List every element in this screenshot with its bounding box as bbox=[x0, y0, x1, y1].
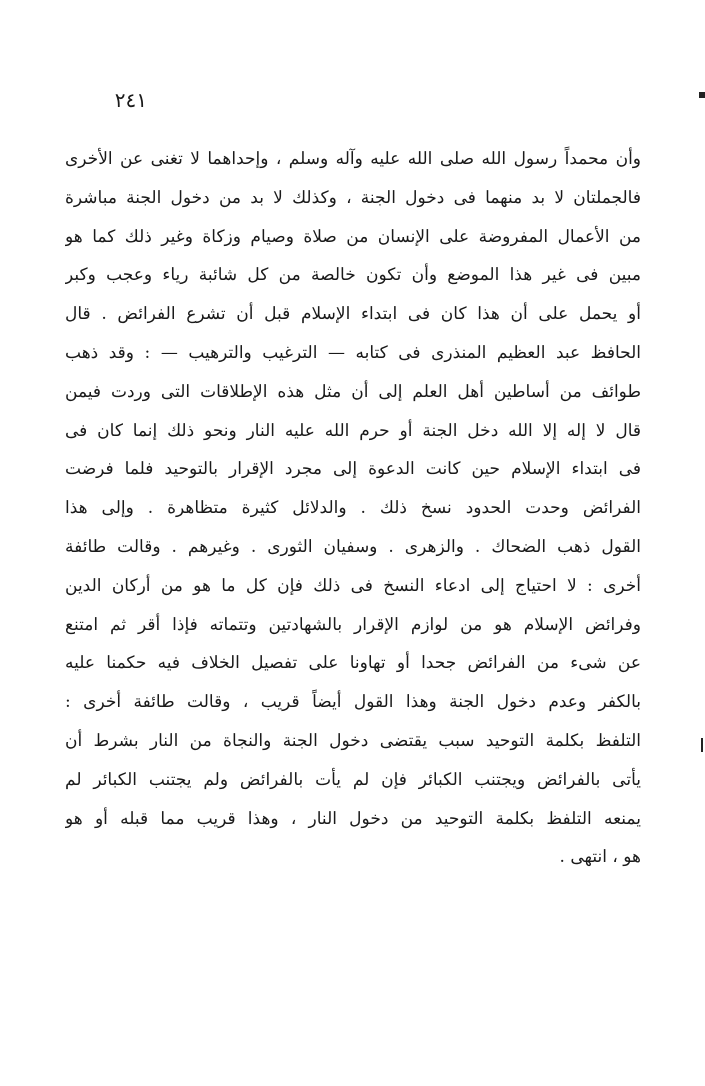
text-line: قال لا إله إلا الله دخل الجنة أو حرم الله عليه النار ونحو ذلك إنما كان فى bbox=[65, 420, 641, 441]
text-line: الفرائض وحدت الحدود نسخ ذلك . والدلائل كثيرة متظاهرة . وإلى هذا bbox=[65, 498, 641, 519]
text-line: عن شىء من الفرائض جحدا أو تهاونا على تفصيل الخلاف فيه حكمنا عليه bbox=[65, 653, 641, 674]
text-line: مبين فى غير هذا الموضع وأن تكون خالصة من كل شائبة رياء وعجب وكبر bbox=[65, 265, 641, 286]
text-line: فالجملتان لا بد منهما فى دخول الجنة ، وكذلك لا بد من دخول الجنة مباشرة bbox=[65, 187, 641, 208]
text-line: من الأعمال المفروضة على الإنسان من صلاة وصيام وزكاة وغير ذلك كما هو bbox=[65, 226, 641, 247]
text-line: وفرائض الإسلام هو من لوازم الإقرار بالشهادتين وتتماته فإذا أقر ثم امتنع bbox=[65, 614, 641, 635]
text-line: فى ابتداء الإسلام حين كانت الدعوة إلى مجرد الإقرار بالتوحيد فلما فرضت bbox=[65, 459, 641, 480]
text-line: وأن محمداً رسول الله صلى الله عليه وآله وسلم ، وإحداهما لا تغنى عن الأخرى bbox=[65, 149, 641, 169]
page-number: ٢٤١ bbox=[114, 88, 147, 112]
text-line: يمنعه التلفظ بكلمة التوحيد من دخول النار ، وهذا قريب مما قبله أو هو bbox=[65, 808, 641, 829]
text-line: طوائف من أساطين أهل العلم إلى أن مثل هذه الإطلاقات التى وردت فيمن bbox=[65, 381, 641, 402]
text-line: هو ، انتهى . bbox=[559, 847, 641, 868]
text-line: أخرى : لا احتياج إلى ادعاء النسخ فى ذلك فإن كل ما هو من أركان الدين bbox=[65, 575, 641, 596]
scan-edge-mark-bottom bbox=[701, 738, 703, 752]
text-line: أو يحمل على أن هذا كان فى ابتداء الإسلام قبل أن تشرع الفرائض . قال bbox=[65, 304, 641, 325]
text-line: الحافظ عبد العظيم المنذرى فى كتابه — الترغيب والترهيب — : وقد ذهب bbox=[65, 342, 641, 363]
text-line: القول ذهب الضحاك . والزهرى . وسفيان الثورى . وغيرهم . وقالت طائفة bbox=[65, 536, 641, 557]
body-text bbox=[65, 140, 641, 877]
text-line: التلفظ بكلمة التوحيد سبب يقتضى دخول الجنة والنجاة من النار بشرط أن bbox=[65, 730, 641, 751]
text-line: يأتى بالفرائض ويجتنب الكبائر فإن لم يأت بالفرائض ولم يجتنب الكبائر لم bbox=[65, 769, 641, 790]
scan-edge-mark-top bbox=[699, 92, 705, 98]
text-line: بالكفر وعدم دخول الجنة وهذا القول أيضاً قريب ، وقالت طائفة أخرى : bbox=[65, 692, 641, 713]
